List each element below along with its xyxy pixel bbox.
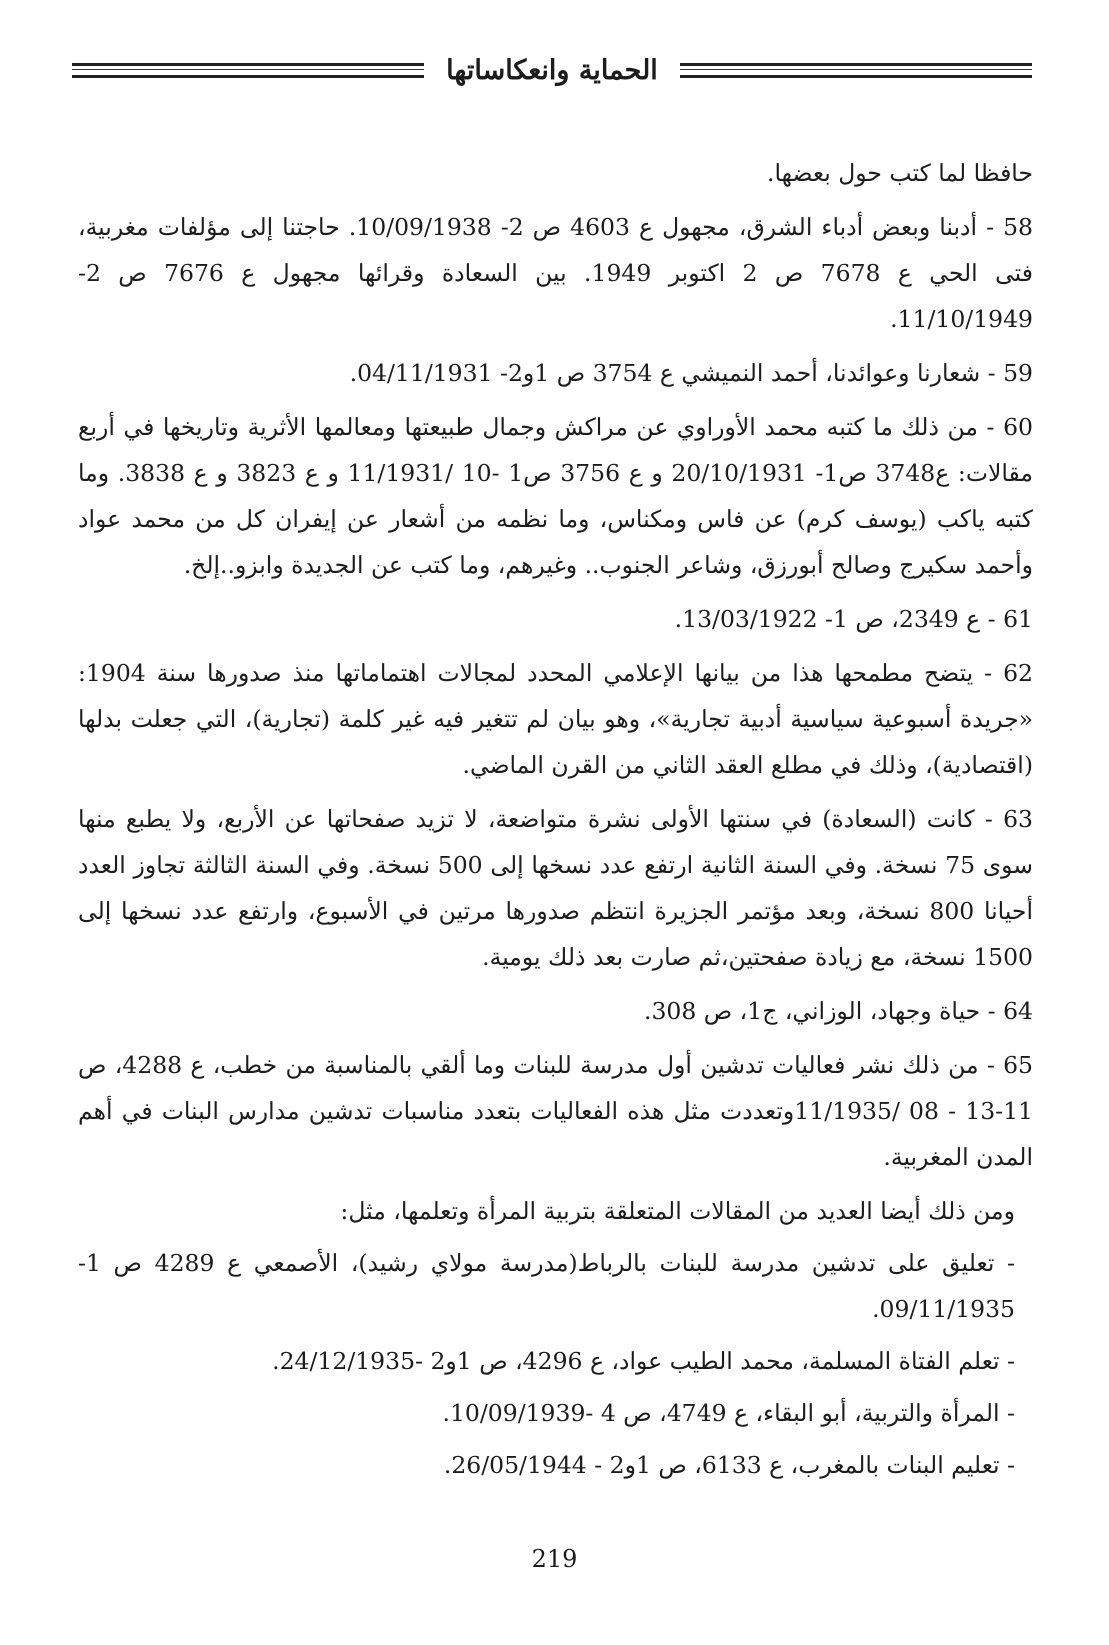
footnote-text: كانت (السعادة) في سنتها الأولى نشرة متواضعة، لا تزيد صفحاتها عن الأربع، ولا يطبع منها سوى 75 نسخة. وفي السنة الثانية ارتفع عدد نسخها إلى 500 نسخة. وفي السنة الثالثة تجاوز العدد أحيانا 800 نسخة، وبعد مؤتمر الجزيرة انتظم صدورها مرتين في الأسبوع، وارتفع عدد نسخها إلى 1500 نسخة، مع زيادة صفحتين،ثم صارت بعد ذلك يومية. <box>78 805 1033 971</box>
footnote-59: 59 - شعارنا وعوائدنا، أحمد النميشي ع 3754 ص 1و2- 04/11/1931. <box>349 359 1033 387</box>
footnote-number: 61 <box>1003 605 1033 633</box>
footnote-number: 64 <box>1003 997 1033 1025</box>
footnote-number: 58 <box>1003 213 1033 241</box>
footnote-text: ع 2349، ص 1- 13/03/1922. <box>674 605 981 633</box>
header-rule-left <box>72 63 424 78</box>
article-item: - تعليق على تدشين مدرسة للبنات بالرباط(مدرسة مولاي رشيد)، الأصمعي ع 4289 ص 1-09/11/1935. <box>78 1249 1015 1323</box>
article-item: - المرأة والتربية، أبو البقاء، ع 4749، ص 4 -10/09/1939. <box>442 1399 1015 1427</box>
article-item: - تعلم الفتاة المسلمة، محمد الطيب عواد، ع 4296، ص 1و2 -24/12/1935. <box>272 1347 1015 1375</box>
footnote-text: حياة وجهاد، الوزاني، ج1، ص 308. <box>643 997 981 1025</box>
article-item: - تعليم البنات بالمغرب، ع 6133، ص 1و2 - 26/05/1944. <box>443 1451 1015 1479</box>
footnote-61: 61 - ع 2349، ص 1- 13/03/1922. <box>674 605 1033 633</box>
continuation-text: حافظا لما كتب حول بعضها. <box>767 159 1033 187</box>
footnote-60: 60 - من ذلك ما كتبه محمد الأوراوي عن مراكش وجمال طبيعتها ومعالمها الأثرية وتاريخها في أربع مقالات: ع3748 ص1- 20/10/1931 و ع 3756 ص1 -10 /11/1931 و ع 3823 و ع 3838. وما كتبه ياكب (يوسف كرم) عن فاس ومكناس، وما نظمه من أشعار عن إيفران كل من محمد عواد وأحمد سكيرج وصالح أبورزق، وشاعر الجنوب.. وغيرهم، وما كتب عن الجديدة وابزو..إلخ. <box>78 413 1033 579</box>
footnote-number: 63 <box>1003 805 1033 833</box>
footnote-65: 65 - من ذلك نشر فعاليات تدشين أول مدرسة للبنات وما ألقي بالمناسبة من خطب، ع 4288، ص 11-13 - 08 /11/1935وتعددت مثل هذه الفعاليات بتعدد مناسبات تدشين مدارس البنات في أهم المدن المغربية. <box>78 1051 1034 1171</box>
footnote-text: يتضح مطمحها هذا من بيانها الإعلامي المحدد لمجالات اهتماماتها منذ صدورها سنة 1904: «جريدة أسبوعية سياسية أدبية تجارية»، وهو بيان لم تتغير فيه غير كلمة (تجارية)، التي جعلت بدلها (اقتصادية)، وذلك في مطلع العقد الثاني من القرن الماضي. <box>78 659 1033 779</box>
footnotes-body <box>78 150 1033 1494</box>
articles-intro: ومن ذلك أيضا العديد من المقالات المتعلقة بتربية المرأة وتعلمها، مثل: <box>340 1197 1015 1225</box>
footnote-text: من ذلك ما كتبه محمد الأوراوي عن مراكش وجمال طبيعتها ومعالمها الأثرية وتاريخها في أربع مقالات: ع3748 ص1- 20/10/1931 و ع 3756 ص1 -10 /11/1931 و ع 3823 و ع 3838. وما كتبه ياكب (يوسف كرم) عن فاس ومكناس، وما نظمه من أشعار عن إيفران كل من محمد عواد وأحمد سكيرج وصالح أبورزق، وشاعر الجنوب.. وغيرهم، وما كتب عن الجديدة وابزو..إلخ. <box>78 413 1033 579</box>
footnote-text: شعارنا وعوائدنا، أحمد النميشي ع 3754 ص 1و2- 04/11/1931. <box>349 359 981 387</box>
page-number: 219 <box>531 1545 578 1573</box>
footnote-58: 58 - أدبنا وبعض أدباء الشرق، مجهول ع 4603 ص 2- 10/09/1938. حاجتنا إلى مؤلفات مغربية، فتى الحي ع 7678 ص 2 اكتوبر 1949. بين السعادة وقرائها مجهول ع 7676 ص 2- 11/10/1949. <box>78 213 1033 333</box>
footnote-number: 60 <box>1003 413 1033 441</box>
footnote-62: 62 - يتضح مطمحها هذا من بيانها الإعلامي المحدد لمجالات اهتماماتها منذ صدورها سنة 1904: «جريدة أسبوعية سياسية أدبية تجارية»، وهو بيان لم تتغير فيه غير كلمة (تجارية)، التي جعلت بدلها (اقتصادية)، وذلك في مطلع العقد الثاني من القرن الماضي. <box>78 659 1033 779</box>
header-title: الحماية وانعكاساتها <box>446 54 658 86</box>
footnote-text: أدبنا وبعض أدباء الشرق، مجهول ع 4603 ص 2- 10/09/1938. حاجتنا إلى مؤلفات مغربية، فتى الحي ع 7678 ص 2 اكتوبر 1949. بين السعادة وقرائها مجهول ع 7676 ص 2- 11/10/1949. <box>78 213 1033 333</box>
footnote-number: 65 <box>1003 1051 1034 1079</box>
running-header <box>72 48 1032 92</box>
footnote-number: 59 <box>1003 359 1033 387</box>
footnote-number: 62 <box>1003 659 1033 687</box>
footnote-64: 64 - حياة وجهاد، الوزاني، ج1، ص 308. <box>643 997 1033 1025</box>
footnote-63: 63 - كانت (السعادة) في سنتها الأولى نشرة متواضعة، لا تزيد صفحاتها عن الأربع، ولا يطبع منها سوى 75 نسخة. وفي السنة الثانية ارتفع عدد نسخها إلى 500 نسخة. وفي السنة الثالثة تجاوز العدد أحيانا 800 نسخة، وبعد مؤتمر الجزيرة انتظم صدورها مرتين في الأسبوع، وارتفع عدد نسخها إلى 1500 نسخة، مع زيادة صفحتين،ثم صارت بعد ذلك يومية. <box>78 805 1033 971</box>
footnote-text: من ذلك نشر فعاليات تدشين أول مدرسة للبنات وما ألقي بالمناسبة من خطب، ع 4288، ص 11-13 - 08 /11/1935وتعددت مثل هذه الفعاليات بتعدد مناسبات تدشين مدارس البنات في أهم المدن المغربية. <box>78 1051 1034 1171</box>
header-rule-right <box>680 63 1032 78</box>
